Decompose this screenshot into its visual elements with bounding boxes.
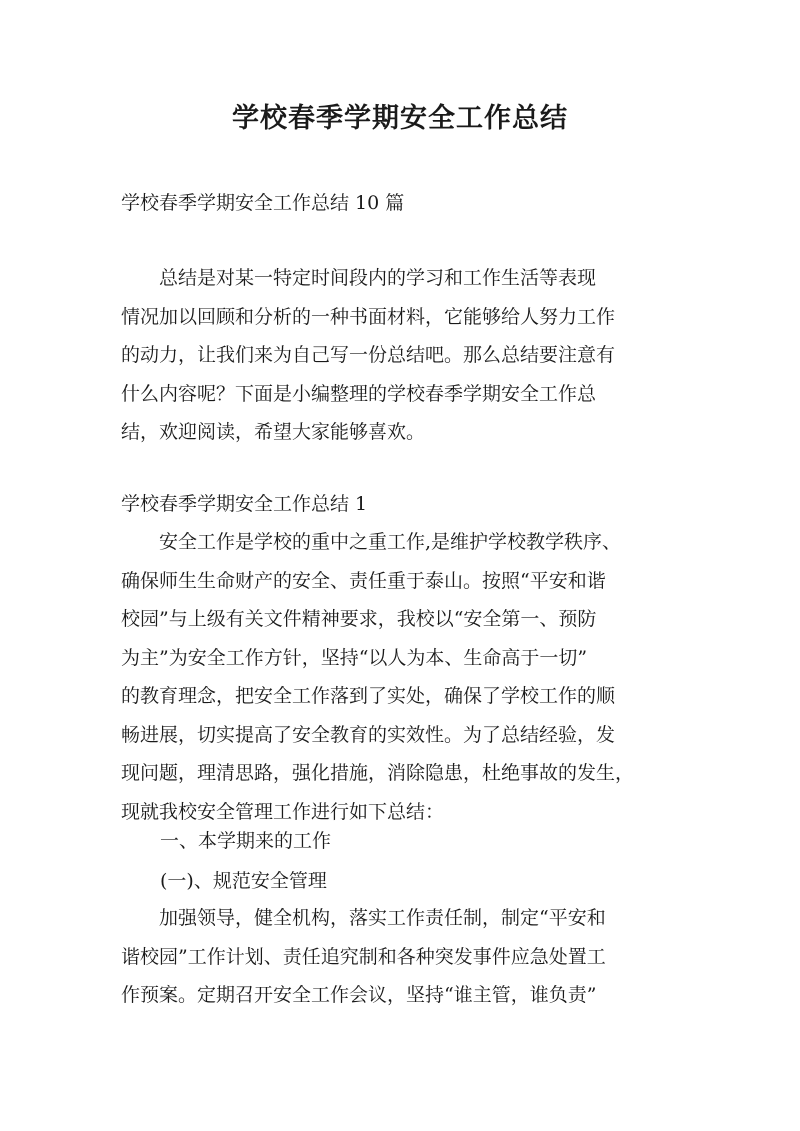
management-line: 谐校园”工作计划、责任追究制和各种突发事件应急处置工 (121, 945, 606, 968)
section-line: 的教育理念，把安全工作落到了实处，确保了学校工作的顺 (121, 685, 616, 707)
section-line: 现问题，理清思路，强化措施，消除隐患，杜绝事故的发生， (121, 762, 635, 784)
document-subtitle: 学校春季学期安全工作总结 10 篇 (121, 192, 405, 214)
management-line: 加强领导，健全机构，落实工作责任制，制定“平安和 (159, 907, 606, 929)
management-paragraph (121, 899, 684, 1015)
section-line: 为主”为安全工作方针，坚持“以人为本、生命高于一切” (121, 646, 588, 669)
heading-level-2: (一)、规范安全管理 (160, 870, 327, 892)
section-line: 畅进展，切实提高了安全教育的实效性。为了总结经验，发 (121, 723, 616, 746)
section-paragraph (121, 523, 684, 831)
section-line: 现就我校安全管理工作进行如下总结： (121, 800, 445, 823)
intro-line: 的动力，让我们来为自己写一份总结吧。那么总结要注意有 (121, 344, 616, 366)
intro-line: 结，欢迎阅读，希望大家能够喜欢。 (121, 421, 426, 443)
intro-line: 总结是对某一特定时间段内的学习和工作生活等表现 (159, 267, 597, 289)
management-line: 作预案。定期召开安全工作会议，坚持“谁主管，谁负责” (121, 984, 597, 1006)
section-line: 校园”与上级有关文件精神要求，我校以“安全第一、预防 (121, 608, 597, 630)
intro-line: 情况加以回顾和分析的一种书面材料，它能够给人努力工作 (121, 305, 616, 328)
heading-level-1: 一、本学期来的工作 (160, 830, 332, 852)
section-title: 学校春季学期安全工作总结 1 (121, 493, 368, 515)
section-line: 确保师生生命财产的安全、责任重于泰山。按照“平安和谐 (121, 569, 606, 592)
document-title: 学校春季学期安全工作总结 (232, 103, 568, 134)
intro-paragraph (121, 259, 684, 452)
intro-line: 什么内容呢？下面是小编整理的学校春季学期安全工作总 (121, 382, 597, 405)
section-line: 安全工作是学校的重中之重工作,是维护学校教学秩序、 (159, 531, 622, 553)
